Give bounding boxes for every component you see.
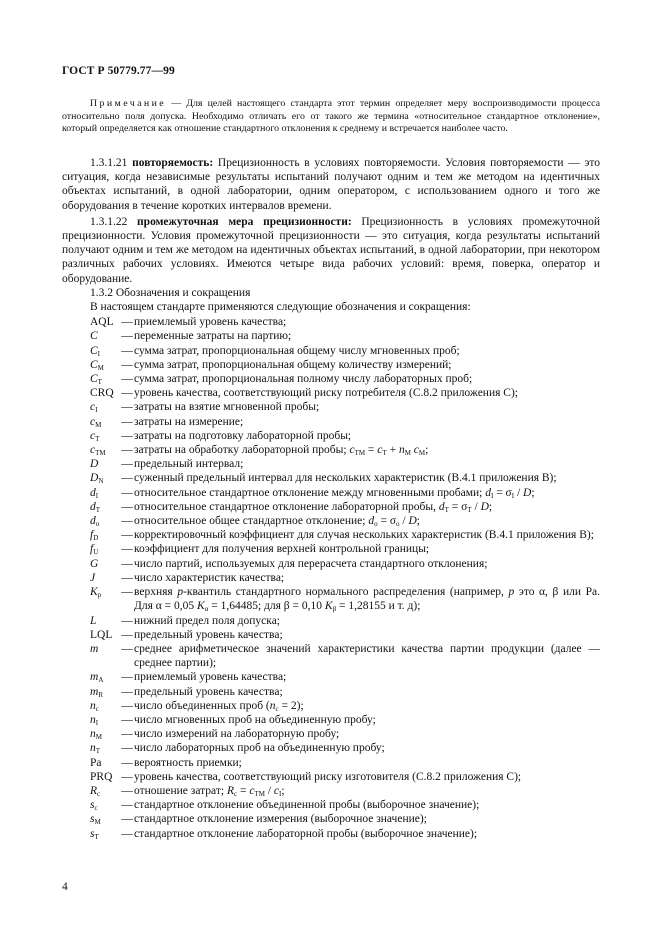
definition-row: $C_I$ — сумма затрат, пропорциональная общему числу мгновенных проб; — [62, 344, 600, 358]
note-text: — Для целей настоящего стандарта этот термин определяет меру воспроизводимости процесса относительно поля допуска. Необходимо отличать его от такого же термина «относительное стандартное отклонение», который определяется как отношение стандартного отклонения к среднему и встречается наиболее часто. — [62, 98, 600, 134]
definition-row: $n_M$ — число измерений на лабораторную пробу; — [62, 727, 600, 741]
definition-text: затраты на взятие мгновенной пробы; — [134, 401, 320, 414]
definition-text: уровень качества, соответствующий риску изготовителя (С.8.2 приложения С); — [134, 770, 522, 783]
symbol: $C_M$ — [90, 358, 104, 372]
definition-row: $K_p$ — верхняя p-квантиль стандартного нормального распределения (например, p это α, β или Ра. Для α = 0,05 $K_\alpha = 1,64485$; для β = 0,10 $K_\beta = 1,28155$ и т. д); — [62, 585, 600, 613]
symbol: $c_T$ — [90, 429, 100, 443]
clause-1-3-2-heading: 1.3.2 Обозначения и сокращения — [90, 286, 251, 299]
definition-row: L — нижний предел поля допуска; — [62, 614, 600, 628]
symbol: $c_I$ — [90, 401, 98, 415]
definition-text: относительное стандартное отклонение между мгновенными пробами; $d_I = \sigma_I / D$; — [134, 486, 535, 500]
clause-term: промежуточная мера прецизионности: — [137, 215, 352, 228]
symbol: G — [90, 557, 99, 570]
definition-text: верхняя p-квантиль стандартного нормального распределения (например, p это α, β или Ра. Для α = 0,05 $K_\alpha = 1,64485$; для β = 0,10 $K_\beta = 1,28155$ и т. д); — [134, 586, 601, 614]
definition-text: предельный уровень качества; — [134, 685, 283, 698]
definition-row: $d_I$ — относительное стандартное отклонение между мгновенными пробами; $d_I = \sigma_I / D$; — [62, 486, 600, 500]
definition-text: суженный предельный интервал для нескольких характеристик (В.4.1 приложения В); — [134, 472, 557, 485]
symbol: $s_T$ — [90, 827, 99, 841]
symbol: $D_N$ — [90, 472, 104, 486]
symbol: $s_M$ — [90, 813, 101, 827]
symbol: D — [90, 458, 99, 471]
symbol: $d_I$ — [90, 486, 99, 500]
symbol: $f_U$ — [90, 543, 99, 557]
symbol: $C_I$ — [90, 344, 101, 358]
definition-text: число измерений на лабораторную пробу; — [134, 728, 340, 741]
definition-row: C — переменные затраты на партию; — [62, 329, 600, 343]
symbol: CRQ — [90, 387, 114, 400]
note-label: Примечание — [90, 98, 167, 109]
definition-text: коэффициент для получения верхней контрольной границы; — [134, 543, 430, 556]
definition-text: сумма затрат, пропорциональная полному числу лабораторных проб; — [134, 373, 473, 386]
definition-row: $R_c$ — отношение затрат; $R_c = c_{TM} / c_I$; — [62, 784, 600, 798]
definition-text: корректировочный коэффициент для случая нескольких характеристик (В.4.1 приложения В); — [134, 529, 594, 542]
symbol: Pa — [90, 756, 102, 769]
clause-term: повторяемость: — [132, 157, 214, 169]
definition-row: $s_T$ — стандартное отклонение лабораторной пробы (выборочное значение); — [62, 827, 600, 841]
symbol: C — [90, 330, 98, 343]
definitions-list — [62, 315, 600, 841]
definition-text: приемлемый уровень качества; — [134, 316, 287, 329]
symbol: $c_M$ — [90, 415, 102, 429]
definition-row: $C_M$ — сумма затрат, пропорциональная общему количеству измерений; — [62, 358, 600, 372]
symbol: $C_T$ — [90, 373, 102, 387]
definition-text: число характеристик качества; — [134, 571, 285, 584]
symbol: $m_A$ — [90, 671, 104, 685]
definition-row: G — число партий, используемых для перерасчета стандартного отклонения; — [62, 557, 600, 571]
clause-1-3-2-intro: В настоящем стандарте применяются следующие обозначения и сокращения: — [90, 301, 471, 314]
definition-text: среднее арифметическое значений характеристики качества партии продукции (далее — среднее партии); — [134, 642, 600, 670]
symbol: $n_T$ — [90, 742, 101, 756]
symbol: LQL — [90, 628, 113, 641]
definition-row: $c_{TM}$ — затраты на обработку лабораторной пробы; $c_{TM} = c_T + n_M$ $c_M$; — [62, 443, 600, 457]
definition-text: число мгновенных проб на объединенную пробу; — [134, 713, 376, 726]
definition-text: число лабораторных проб на объединенную пробу; — [134, 742, 385, 755]
definition-text: сумма затрат, пропорциональная общему числу мгновенных проб; — [134, 344, 460, 357]
symbol: $m_R$ — [90, 685, 103, 699]
symbol: $K_p$ — [90, 586, 102, 600]
definition-text: предельный интервал; — [134, 458, 244, 471]
symbol: $n_c$ — [90, 699, 99, 713]
clause-text: Прецизионность в условиях промежуточной прецизионности. Условия промежуточной прецизионности — это ситуация, когда результаты испытаний получают одним и тем же методом на идентичных объектах испытаний, в одной лаборатории, при некотором различных рабочих условиях. Имеются четыре вида рабочих условий: время, поверка, оператор и оборудование. — [62, 215, 601, 285]
clause-text: Прецизионность в условиях повторяемости. Условия повторяемости — это ситуация, когда независимые результаты испытаний получают одним и тем же методом на идентичных объектах испытаний, в одной лаборатории, одним оператором, с использованием одного и того же оборудования в течение коротких интервалов времени. — [62, 157, 601, 212]
definition-row: $m_A$ — приемлемый уровень качества; — [62, 670, 600, 684]
definition-text: затраты на обработку лабораторной пробы; $c_{TM} = c_T + n_M$ $c_M$; — [134, 444, 429, 458]
definition-row: $n_c$ — число объединенных проб $(n_c = 2)$; — [62, 699, 600, 713]
symbol: $n_M$ — [90, 728, 102, 742]
definition-row: m — среднее арифметическое значений характеристики качества партии продукции (далее — среднее партии); — [62, 642, 600, 670]
symbol: J — [90, 571, 96, 584]
definition-text: затраты на подготовку лабораторной пробы; — [134, 429, 352, 442]
definition-row: $n_T$ — число лабораторных проб на объединенную пробу; — [62, 741, 600, 755]
definition-text: переменные затраты на партию; — [134, 330, 292, 343]
page-number: 4 — [62, 881, 68, 893]
definition-text: предельный уровень качества; — [134, 628, 283, 641]
definition-row: Pa — вероятность приемки; — [62, 756, 600, 770]
definition-row: $m_R$ — предельный уровень качества; — [62, 685, 600, 699]
clause-number: 1.3.1.22 — [90, 215, 138, 228]
definition-text: относительное общее стандартное отклонение; $d_o = \sigma_o / D$; — [134, 515, 420, 529]
main-body — [62, 156, 600, 841]
definition-text: относительное стандартное отклонение лабораторной пробы, $d_T = \sigma_T / D$; — [134, 500, 493, 514]
symbol: $c_{TM}$ — [90, 444, 106, 458]
symbol: $n_I$ — [90, 713, 99, 727]
definition-row: $c_T$ — затраты на подготовку лабораторной пробы; — [62, 429, 600, 443]
definition-row: $f_U$ — коэффициент для получения верхней контрольной границы; — [62, 542, 600, 556]
symbol: $d_o$ — [90, 515, 100, 529]
clause-number: 1.3.1.21 — [90, 157, 133, 169]
symbol: $s_c$ — [90, 799, 98, 813]
definition-text: вероятность приемки; — [134, 756, 242, 769]
definition-text: уровень качества, соответствующий риску потребителя (С.8.2 приложения С); — [134, 387, 518, 400]
symbol: $R_c$ — [90, 784, 101, 798]
symbol: AQL — [90, 316, 114, 329]
definition-row: $d_T$ — относительное стандартное отклонение лабораторной пробы, $d_T = \sigma_T / D$; — [62, 500, 600, 514]
document-header: ГОСТ Р 50779.77—99 — [62, 65, 175, 77]
definition-text: сумма затрат, пропорциональная общему количеству измерений; — [134, 358, 452, 371]
definition-row: $d_o$ — относительное общее стандартное отклонение; $d_o = \sigma_o / D$; — [62, 514, 600, 528]
note-block — [62, 98, 600, 136]
definition-row: $s_M$ — стандартное отклонение измерения (выборочное значение); — [62, 812, 600, 826]
definition-text: число объединенных проб $(n_c = 2)$; — [134, 699, 304, 713]
definition-row: $c_M$ — затраты на измерение; — [62, 415, 600, 429]
symbol: $d_T$ — [90, 500, 101, 514]
definition-text: стандартное отклонение объединенной пробы (выборочное значение); — [134, 799, 480, 812]
definition-text: нижний предел поля допуска; — [134, 614, 280, 627]
definition-row: $s_c$ — стандартное отклонение объединенной пробы (выборочное значение); — [62, 798, 600, 812]
definition-text: отношение затрат; $R_c = c_{TM} / c_I$; — [134, 784, 285, 798]
definition-text: стандартное отклонение лабораторной пробы (выборочное значение); — [134, 827, 478, 840]
definition-row: $n_I$ — число мгновенных проб на объединенную пробу; — [62, 713, 600, 727]
definition-row: AQL — приемлемый уровень качества; — [62, 315, 600, 329]
definition-text: приемлемый уровень качества; — [134, 671, 287, 684]
definition-text: стандартное отклонение измерения (выборочное значение); — [134, 813, 427, 826]
symbol: $f_D$ — [90, 529, 99, 543]
note-paragraph — [62, 98, 600, 136]
clause-1-3-1-21 — [62, 156, 600, 213]
definition-row: LQL — предельный уровень качества; — [62, 628, 600, 642]
definition-text: затраты на измерение; — [134, 415, 244, 428]
definition-text: число партий, используемых для перерасчета стандартного отклонения; — [134, 557, 488, 570]
definition-row: CRQ — уровень качества, соответствующий риску потребителя (С.8.2 приложения С); — [62, 386, 600, 400]
definition-row: D — предельный интервал; — [62, 457, 600, 471]
symbol: L — [90, 614, 97, 627]
definition-row: $D_N$ — суженный предельный интервал для нескольких характеристик (В.4.1 приложения В); — [62, 471, 600, 485]
clause-1-3-1-22 — [62, 215, 600, 286]
symbol: m — [90, 642, 99, 655]
definition-row: $C_T$ — сумма затрат, пропорциональная полному числу лабораторных проб; — [62, 372, 600, 386]
definition-row: PRQ — уровень качества, соответствующий риску изготовителя (С.8.2 приложения С); — [62, 770, 600, 784]
definition-row: $c_I$ — затраты на взятие мгновенной пробы; — [62, 400, 600, 414]
symbol: PRQ — [90, 770, 113, 783]
definition-row: J — число характеристик качества; — [62, 571, 600, 585]
definition-row: $f_D$ — корректировочный коэффициент для случая нескольких характеристик (В.4.1 приложения В); — [62, 528, 600, 542]
